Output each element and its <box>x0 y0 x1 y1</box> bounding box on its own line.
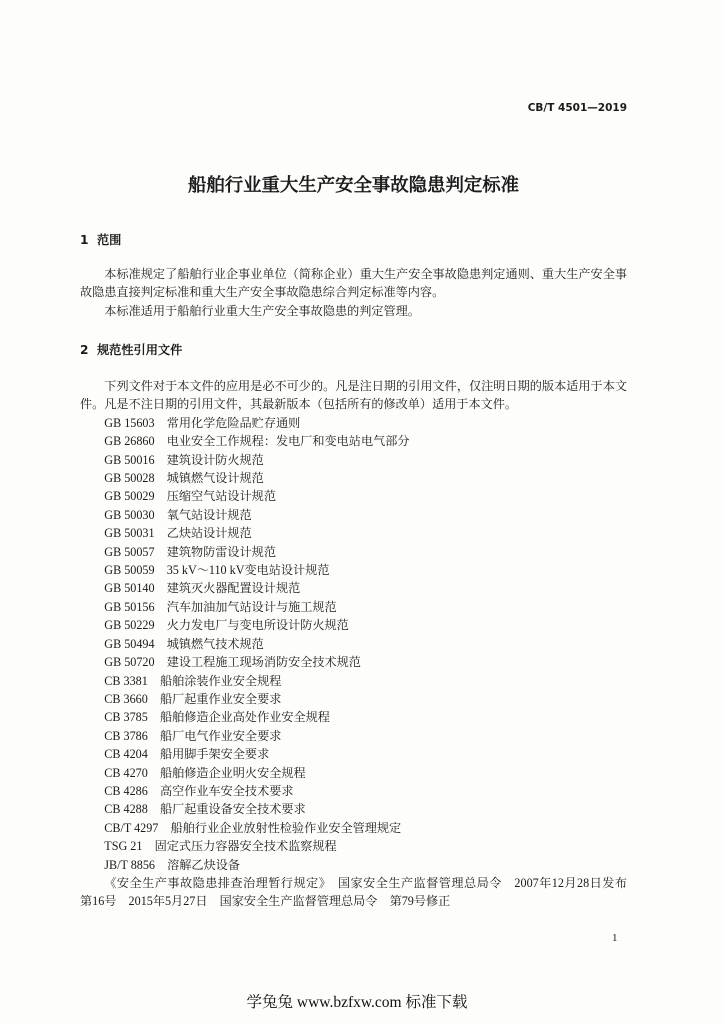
reference-title: 船舶行业企业放射性检验作业安全管理规定 <box>170 820 402 835</box>
reference-title: 乙炔站设计规范 <box>166 526 252 541</box>
reference-item <box>80 690 627 708</box>
reference-title: 火力发电厂与变电所设计防火规范 <box>166 618 349 633</box>
reference-title: 船厂电气作业安全要求 <box>159 728 282 743</box>
reference-code: CB 4270 <box>104 765 148 780</box>
reference-title: 氧气站设计规范 <box>166 507 252 522</box>
reference-item <box>80 819 627 837</box>
reference-title: 溶解乙炔设备 <box>167 857 240 872</box>
reference-code: CB 3660 <box>104 691 148 706</box>
section-number: 1 <box>80 233 89 247</box>
reference-code: CB 4288 <box>104 802 148 817</box>
reference-title: 建设工程施工现场消防安全技术规范 <box>166 655 361 670</box>
reference-code: CB 3381 <box>104 673 148 688</box>
reference-code: GB 50059 <box>104 563 155 578</box>
section-title: 范围 <box>97 233 122 247</box>
reference-code: GB 50140 <box>104 581 155 596</box>
reference-item <box>80 837 627 855</box>
standard-code: CB/T 4501—2019 <box>527 102 627 114</box>
reference-code: GB 50494 <box>104 636 155 651</box>
section-heading-scope <box>80 231 627 249</box>
document-title: 船舶行业重大生产安全事故隐患判定标准 <box>187 175 520 196</box>
reference-item <box>80 653 627 671</box>
reference-title: 建筑灭火器配置设计规范 <box>166 581 301 596</box>
paragraph: 本标准适用于船舶行业重大生产安全事故隐患的判定管理。 <box>104 303 420 318</box>
reference-item <box>80 635 627 653</box>
reference-code: CB 3785 <box>104 710 148 725</box>
reference-code: GB 50720 <box>104 655 155 670</box>
reference-title: 高空作业车安全技术要求 <box>159 783 294 798</box>
regulation-line: 第16号 2015年5月27日 国家安全生产监督管理总局令 第79号修正 <box>80 894 451 909</box>
reference-code: GB 50029 <box>104 489 155 504</box>
reference-item <box>80 727 627 745</box>
reference-code: GB 50031 <box>104 526 155 541</box>
reference-code: GB 50030 <box>104 507 155 522</box>
reference-title: 建筑设计防火规范 <box>166 452 264 467</box>
reference-code: CB 4286 <box>104 783 148 798</box>
reference-title: 建筑物防雷设计规范 <box>166 544 276 559</box>
reference-item <box>80 800 627 818</box>
reference-title: 汽车加油加气站设计与施工规范 <box>166 599 337 614</box>
reference-item <box>80 672 627 690</box>
reference-item <box>80 432 627 450</box>
reference-item <box>80 598 627 616</box>
reference-item <box>80 745 627 763</box>
section-body-scope <box>80 265 627 320</box>
reference-title: 船用脚手架安全要求 <box>159 747 270 762</box>
section-number: 2 <box>80 343 89 357</box>
reference-code: GB 50016 <box>104 452 155 467</box>
reference-code: GB 50028 <box>104 471 155 486</box>
reference-code: CB 4204 <box>104 747 148 762</box>
reference-item <box>80 616 627 634</box>
reference-title: 船厂起重作业安全要求 <box>159 691 282 706</box>
reference-title: 船厂起重设备安全技术要求 <box>159 802 306 817</box>
reference-code: CB/T 4297 <box>104 820 159 835</box>
reference-title: 电业安全工作规程：发电厂和变电站电气部分 <box>166 434 410 449</box>
reference-code: JB/T 8856 <box>104 857 156 872</box>
reference-code: GB 50156 <box>104 599 155 614</box>
reference-item <box>80 487 627 505</box>
section-body-normative-references <box>80 377 627 911</box>
reference-item <box>80 856 627 874</box>
reference-item <box>80 414 627 432</box>
reference-item <box>80 708 627 726</box>
reference-code: GB 15603 <box>104 415 155 430</box>
reference-item <box>80 561 627 579</box>
paragraph: 下列文件对于本文件的应用是必不可少的。凡是注日期的引用文件，仅注明日期的版本适用于本文件。凡是不注日期的引用文件，其最新版本（包括所有的修改单）适用于本文件。 <box>80 379 627 412</box>
reference-item <box>80 506 627 524</box>
reference-title: 压缩空气站设计规范 <box>166 489 276 504</box>
reference-item <box>80 524 627 542</box>
reference-item <box>80 579 627 597</box>
reference-code: CB 3786 <box>104 728 148 743</box>
reference-code: GB 50057 <box>104 544 155 559</box>
reference-item <box>80 469 627 487</box>
regulation-line: 《安全生产事故隐患排查治理暂行规定》 国家安全生产监督管理总局令 2007年12月28日发布 <box>104 875 627 890</box>
section-heading-normative-references <box>80 341 627 359</box>
reference-title: 35 kV～110 kV变电站设计规范 <box>166 563 330 578</box>
watermark: 学兔兔 www.bzfxw.com 标准下载 <box>246 994 468 1011</box>
reference-title: 城镇燃气设计规范 <box>166 471 264 486</box>
reference-code: TSG 21 <box>104 839 143 854</box>
reference-item <box>80 764 627 782</box>
page-number: 1 <box>612 932 618 944</box>
regulation-reference <box>80 874 627 911</box>
reference-item <box>80 451 627 469</box>
reference-item <box>80 543 627 561</box>
paragraph: 本标准规定了船舶行业企事业单位（简称企业）重大生产安全事故隐患判定通则、重大生产安全事故隐患直接判定标准和重大生产安全事故隐患综合判定标准等内容。 <box>80 267 627 300</box>
reference-title: 固定式压力容器安全技术监察规程 <box>154 839 337 854</box>
reference-list <box>80 414 627 874</box>
reference-code: GB 50229 <box>104 618 155 633</box>
reference-title: 船舶修造企业明火安全规程 <box>159 765 306 780</box>
reference-title: 船舶涂装作业安全规程 <box>159 673 282 688</box>
section-title: 规范性引用文件 <box>97 343 183 357</box>
reference-title: 船舶修造企业高处作业安全规程 <box>159 710 330 725</box>
reference-title: 城镇燃气技术规范 <box>166 636 264 651</box>
reference-code: GB 26860 <box>104 434 155 449</box>
reference-item <box>80 782 627 800</box>
reference-title: 常用化学危险品贮存通则 <box>166 415 301 430</box>
